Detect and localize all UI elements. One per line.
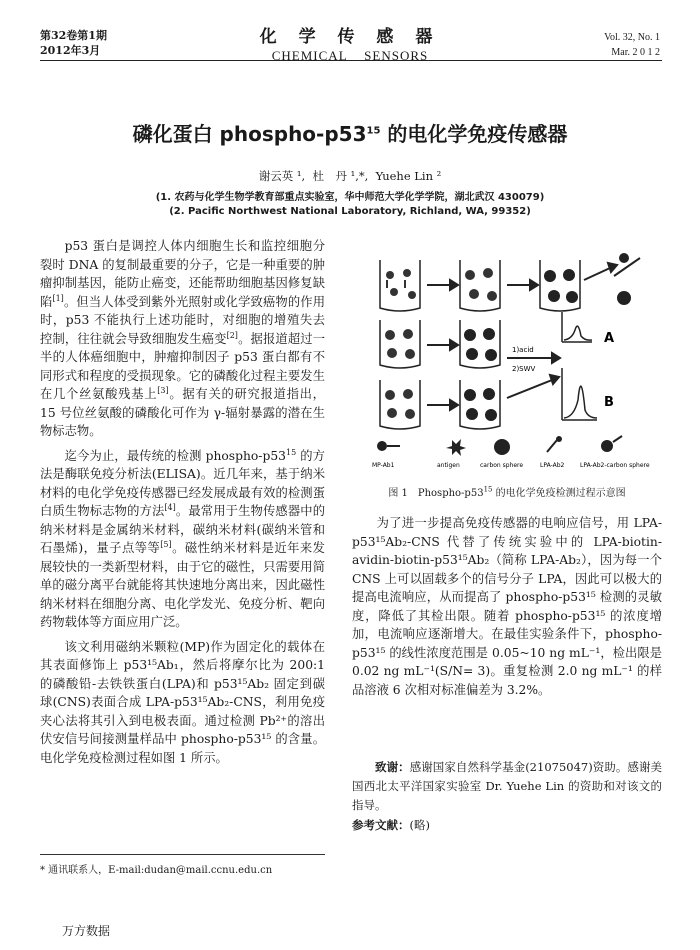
journal-name-cn: 化 学 传 感 器 [259, 27, 441, 47]
beaker-4-contents [385, 329, 415, 359]
figure-schematic [352, 240, 662, 472]
text: 。最常用于生物传感器中的纳米材料是金属纳米材料，碳纳米材料(碳纳米管和石墨烯)，量子点等等 [40, 504, 325, 555]
legend-label-1: antigen [437, 462, 460, 469]
legend-label-4: LPA-Ab2-carbon sphere [580, 462, 650, 469]
beaker-3-contents [544, 269, 578, 303]
citation: [5] [160, 539, 172, 549]
right-column [352, 514, 662, 699]
text: 。但当人体受到紫外光照射或化学致癌物的作用时，p53 不能执行上述功能时，对细胞的增殖失去控制，往往就会导致细胞发生癌变 [40, 294, 325, 346]
beaker-6 [380, 380, 420, 429]
affiliation-1: (1. 农药与化学生物学教育部重点实验室，华中师范大学化学学院，湖北武汉 430079) [155, 192, 545, 203]
date-cn: 2012年3月 [40, 44, 101, 57]
ack-text: 感谢国家自然科学基金(21075047)资助。感谢美国西北太平洋国家实验室 Dr. Yuehe Lin 的资助和对该文的指导。 [352, 760, 662, 812]
article-title [0, 118, 700, 147]
beaker-6-contents [385, 389, 415, 419]
beaker-row-1 [380, 260, 580, 311]
figure-label-b: B [604, 395, 614, 410]
text: 。据报道超过一半的人体癌细胞中，肿瘤抑制因子 p53 蛋白都有不同形式和程度的受损现象。它的磷酸化过程主要发生在几个丝氨酸残基上 [40, 331, 325, 401]
legend-label-2: carbon sphere [480, 462, 524, 469]
references [352, 816, 662, 835]
legend-label-0: MP-Ab1 [372, 462, 395, 469]
authors: 谢云英 ¹, 杜 丹 ¹,*, Yuehe Lin ² [258, 169, 442, 183]
title-superscript: 15 [366, 125, 381, 137]
beaker-1-contents [386, 269, 416, 299]
caption-text-end: 的电化学免疫检测过程示意图 [492, 488, 626, 499]
header-journal [0, 22, 700, 64]
affiliation-2: (2. Pacific Northwest National Laboratory, Richland, WA, 99352) [169, 206, 531, 217]
beaker-2 [460, 260, 500, 311]
peak-a-plot [562, 312, 592, 342]
refs-label: 参考文献： [352, 818, 410, 832]
header-volume-en [604, 30, 660, 60]
beaker-5-contents [464, 328, 497, 361]
step-label-acid: 1)acid [512, 346, 534, 354]
arrows-row-1 [427, 263, 617, 290]
title-text: 磷化蛋白 phospho-p53 [132, 122, 367, 146]
methods-paragraph [40, 447, 325, 632]
volume-en: Vol. 32, No. 1 [604, 32, 660, 43]
step-label-swv: 2)SWV [512, 365, 536, 373]
approach-paragraph: 该文利用磁纳米颗粒(MP)作为固定化的载体在其表面修饰上 p53¹⁵Ab₁，然后将摩尔比为 200:1 的磷酸铅-去铁铁蛋白(LPA)和 p53¹⁵Ab₂ 固定到碳球(CNS)表面合成 LPA-p53¹⁵Ab₂-CNS，利用免疫夹心法将其引入到电极表面。通过检测 Pb²⁺的溶出伏安信号间接测量样品中 phospho-p53¹⁵ 的含量。电化学免疫检测过程如图 1 所示。 [40, 639, 325, 765]
peak-b-plot [562, 368, 597, 420]
citation: [1] [52, 293, 64, 303]
legend-icons [377, 436, 622, 456]
footnote-rule [40, 854, 325, 855]
text: 的方法是酶联免疫分析法(ELISA)。近几年来，基于纳米材料的电化学免疫传感器已经发展成最有效的检测蛋白质生物标志物的方法 [40, 448, 325, 518]
citation: [2] [226, 330, 238, 340]
figure-1 [352, 240, 662, 472]
acknowledgement [352, 758, 662, 815]
watermark: 万方数据 [62, 924, 111, 938]
intro-paragraph [40, 237, 325, 441]
reagent-icons [614, 253, 640, 305]
figure-caption [352, 484, 662, 499]
superscript: 15 [285, 447, 297, 457]
figure-label-a: A [604, 331, 615, 346]
left-column [40, 237, 325, 767]
beaker-3 [540, 260, 580, 311]
text: 迄今为止，最传统的检测 phospho-p53 [64, 448, 286, 463]
journal-name-en: CHEMICAL SENSORS [271, 48, 429, 63]
text: p53 蛋白是调控人体内细胞生长和监控细胞分裂时 DNA 的复制最重要的分子，它是一种重要的肿瘤抑制基因，能防止癌变，还能帮助细胞基因修复缺陷 [40, 239, 325, 309]
footnote: * 通讯联系人，E-mail:dudan@mail.ccnu.edu.cn [40, 865, 273, 876]
date-en: Mar. 2 0 1 2 [611, 47, 660, 58]
beaker-4 [380, 320, 420, 368]
citation: [3] [157, 385, 169, 395]
header-rule [40, 60, 662, 61]
text: 。据有关的研究报道指出，15 号位丝氨酸的磷酸化可作为 γ-辐射暴露的潜在生物标志物。 [40, 387, 325, 438]
ack-label: 致谢： [375, 760, 410, 774]
legend-label-3: LPA-Ab2 [540, 462, 565, 469]
beaker-5 [460, 320, 500, 368]
beaker-7-contents [464, 388, 497, 421]
text: 。磁性纳米材料是近年来发展较快的一类新型材料，由于它的磁性，只需要用简单的磁分离平台就能将其快速地分离出来，因此磁性纳米材料在细胞分离、电化学发光、免疫分析、靶向药物载体等方面应用广泛。 [40, 541, 325, 629]
refs-text: (略) [409, 818, 430, 832]
beaker-7 [460, 380, 500, 429]
results-paragraph: 为了进一步提高免疫传感器的电响应信号，用 LPA-p53¹⁵Ab₂-CNS 代替了传统实验中的 LPA-biotin-avidin-biotin-p53¹⁵Ab₂（简称 LPA-Ab₂），因为每一个 CNS 上可以固载多个的信号分子 LPA，因此可以极大的提高电流响应，从而提高了 phospho-p53¹⁵ 检测的灵敏度，降低了其检出限。随着 phospho-p53¹⁵ 的浓度增加，电流响应逐渐增大。在最佳实验条件下，phospho-p53¹⁵ 的线性浓度范围是 0.05~10 ng mL⁻¹，检出限是 0.02 ng mL⁻¹(S/N= 3)。重复检测 2.0 ng mL⁻¹ 的样品溶液 6 次相对标准偏差为 3.2%。 [352, 516, 662, 697]
volume-cn: 第32卷第1期 [40, 29, 107, 42]
citation: [4] [164, 502, 176, 512]
caption-superscript: 15 [483, 485, 493, 494]
beaker-2-contents [465, 268, 497, 301]
title-text-end: 的电化学免疫传感器 [380, 122, 568, 146]
caption-text: 图 1 Phospho-p53 [388, 488, 484, 499]
